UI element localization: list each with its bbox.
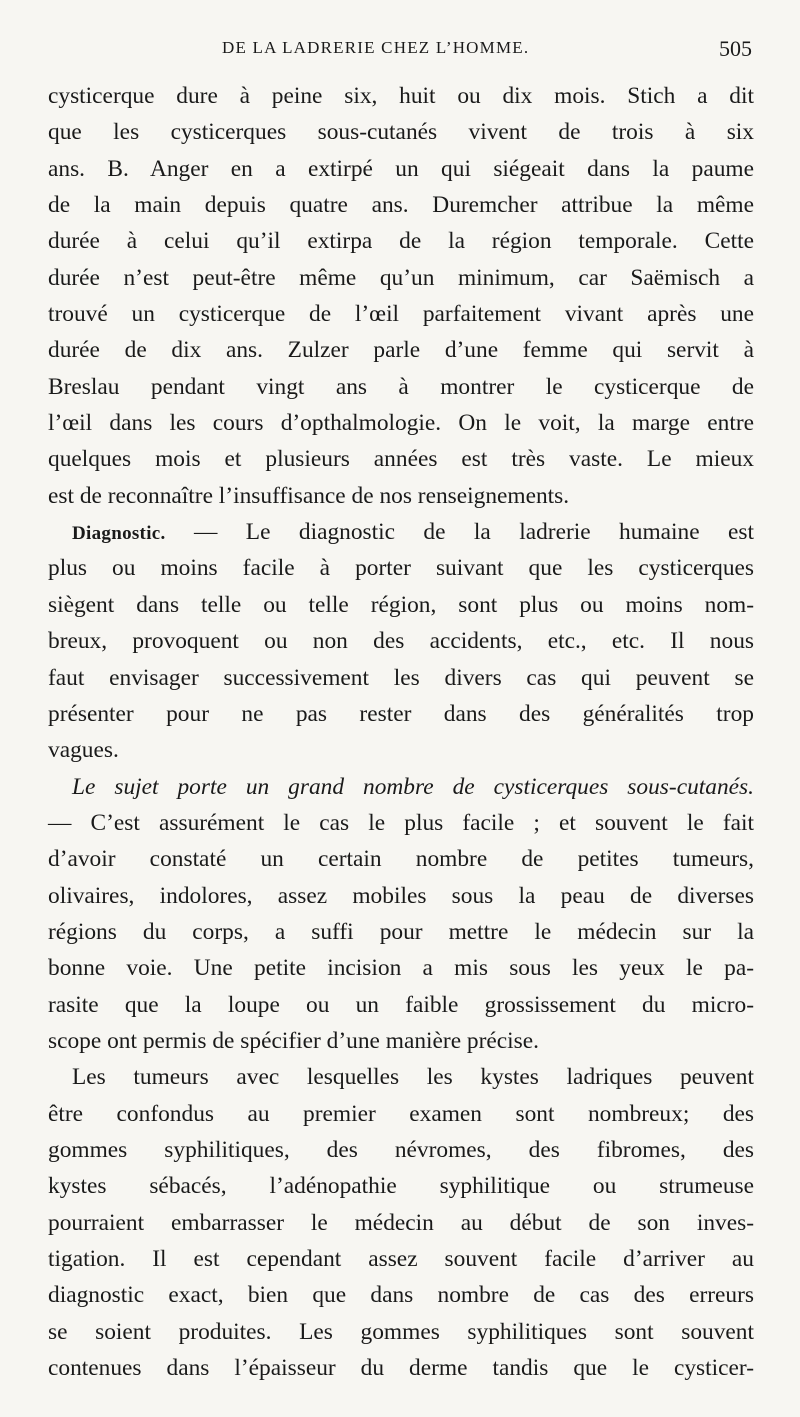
text-line: diagnostic exact, bien que dans nombre de cas des erreurs (48, 1282, 754, 1309)
text-line: breux, provoquent ou non des accidents, etc., etc. Il nous (48, 628, 754, 655)
text-line: durée de dix ans. Zulzer parle d’une femme qui servit à (48, 337, 754, 364)
body-text (48, 78, 754, 1386)
text-line: durée à celui qu’il extirpa de la région temporale. Cette (48, 228, 754, 255)
text-line: pourraient embarrasser le médecin au début de son inves- (48, 1209, 754, 1236)
text-line: Breslau pendant vingt ans à montrer le cysticerque de (48, 373, 754, 400)
page-number: 505 (719, 36, 752, 61)
text-line: d’avoir constaté un certain nombre de petites tumeurs, (48, 846, 754, 873)
page-header (0, 38, 800, 68)
text-line: se soient produites. Les gommes syphilitiques sont souvent (48, 1318, 754, 1345)
text-line: siègent dans telle ou telle région, sont plus ou moins nom- (48, 591, 754, 618)
text-line: — C’est assurément le cas le plus facile ; et souvent le fait (48, 809, 754, 836)
text-fragment: — Le diagnostic de la ladrerie humaine est (165, 519, 754, 546)
text-line: gommes syphilitiques, des névromes, des fibromes, des (48, 1136, 754, 1163)
text-line: plus ou moins facile à porter suivant que les cysticerques (48, 555, 754, 582)
text-line: Les tumeurs avec lesquelles les kystes ladriques peuvent (72, 1064, 754, 1091)
diagnostic-first-line (48, 514, 754, 550)
text-line: trouvé un cysticerque de l’œil parfaitement vivant après une (48, 301, 754, 328)
italic-subheading: Le sujet porte un grand nombre de cysticerques sous-cutanés. (72, 773, 754, 800)
section-label: Diagnostic. (72, 523, 166, 545)
text-line: cysticerque dure à peine six, huit ou dix mois. Stich a dit (48, 83, 754, 109)
text-line: durée n’est peut-être même qu’un minimum, car Saëmisch a (48, 264, 754, 291)
text-line: ans. B. Anger en a extirpé un qui siégeait dans la paume (48, 155, 754, 182)
text-line: que les cysticerques sous-cutanés vivent de trois à six (48, 119, 754, 146)
text-line: est de reconnaître l’insuffisance de nos renseignements. (48, 482, 570, 509)
text-line: l’œil dans les cours d’opthalmologie. On le voit, la marge entre (48, 410, 754, 437)
text-line: scope ont permis de spécifier d’une manière précise. (48, 1027, 539, 1054)
text-line: de la main depuis quatre ans. Duremcher attribue la même (48, 192, 754, 219)
text-line: olivaires, indolores, assez mobiles sous la peau de diverses (48, 882, 754, 909)
text-line: contenues dans l’épaisseur du derme tandis que le cysticer- (48, 1355, 754, 1382)
text-line: tigation. Il est cependant assez souvent facile d’arriver au (48, 1246, 754, 1272)
text-line: kystes sébacés, l’adénopathie syphilitique ou strumeuse (48, 1173, 754, 1200)
text-line: bonne voie. Une petite incision a mis sous les yeux le pa- (48, 955, 754, 982)
text-line: quelques mois et plusieurs années est très vaste. Le mieux (48, 446, 754, 473)
text-line: rasite que la loupe ou un faible grossissement du micro- (48, 991, 754, 1018)
text-line: faut envisager successivement les divers cas qui peuvent se (48, 664, 754, 691)
text-line: présenter pour ne pas rester dans des généralités trop (48, 700, 754, 727)
text-line: être confondus au premier examen sont nombreux; des (48, 1100, 754, 1127)
running-head: DE LA LADRERIE CHEZ L’HOMME. (222, 38, 530, 57)
text-line: régions du corps, a suffi pour mettre le médecin sur la (48, 918, 754, 945)
text-line: vagues. (48, 737, 119, 764)
